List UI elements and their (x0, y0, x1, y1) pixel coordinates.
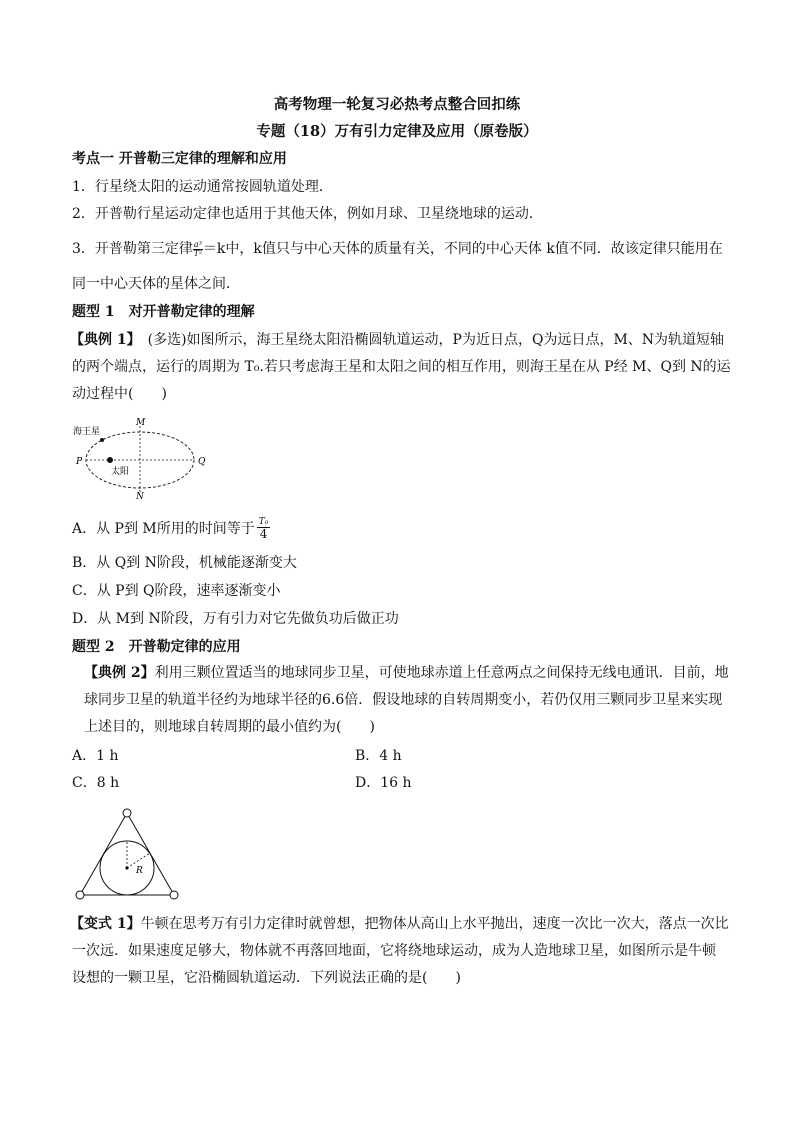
label-Q: Q (198, 457, 206, 467)
paragraph-2: 2．开普勒行星运动定律也适用于其他天体，例如月球、卫星绕地球的运动． (72, 206, 543, 222)
label-M: M (136, 418, 146, 428)
example-1-tag: 【典例 1】 (70, 332, 134, 348)
label-sun: 太阳 (111, 467, 130, 477)
satellite-left (76, 891, 84, 899)
option-d: D．从 M到 N阶段，万有引力对它先做负功后做正功 (72, 611, 399, 627)
planet-dot (100, 438, 104, 442)
section-heading-tixing1: 题型 1 对开普勒定律的理解 (72, 304, 255, 320)
example-2-text: 利用三颗位置适当的地球同步卫星，可使地球赤道上任意两点之间保持无线电通讯．目前，地 (154, 665, 729, 681)
example-2-option-d: D．16 h (355, 775, 412, 791)
paragraph-3-line-2: 同一中心天体的星体之间． (72, 276, 240, 292)
paragraph-3-prefix: 3．开普勒第三定律 (72, 241, 193, 257)
option-a-numerator: T₀ (258, 517, 269, 527)
paragraph-1: 1．行星绕太阳的运动通常按圆轨道处理． (72, 179, 333, 195)
example-1-line-2: 的两个端点，运行的周期为 T₀.若只考虑海王星和太阳之间的相互作用，则海王星在从 P经 M、Q到 N的运 (72, 359, 731, 375)
section-heading-tixing2: 题型 2 开普勒定律的应用 (72, 639, 241, 655)
variant-1-tag: 【变式 1】 (70, 916, 141, 932)
option-a-denominator: 4 (259, 527, 268, 541)
example-2-option-b: B．4 h (355, 748, 402, 764)
example-1-line-1 (70, 329, 725, 351)
option-b: B．从 Q到 N阶段，机械能逐渐变大 (72, 555, 297, 571)
example-2-tag: 【典例 2】 (84, 665, 155, 681)
example-2-line-2: 球同步卫星的轨道半径约为地球半径的6.6倍．假设地球的自转周期变小，若仍仅用三颗同步卫星来实现 (84, 692, 723, 708)
example-1-text: (多选)如图所示，海王星绕太阳沿椭圆轨道运动，P为近日点，Q为远日点，M、N为轨道短轴 (133, 332, 725, 348)
example-2-option-a: A．1 h (72, 748, 119, 764)
example-2-option-c: C．8 h (72, 775, 120, 791)
satellite-top (123, 809, 131, 817)
example-1-line-3: 动过程中( ) (72, 386, 167, 402)
label-neptune: 海王星 (73, 427, 101, 437)
variant-1-line-1 (70, 913, 729, 935)
option-a (72, 518, 722, 540)
example-2-line-3: 上述目的，则地球自转周期的最小值约为( ) (84, 719, 375, 735)
variant-1-text: 牛顿在思考万有引力定律时就曾想，把物体从高山上水平抛出，速度一次比一次大，落点一次比 (140, 916, 729, 932)
earth-center (125, 866, 128, 869)
example-2-line-1 (84, 662, 734, 684)
option-c: C．从 P到 Q阶段，速率逐渐变小 (72, 583, 281, 599)
sun-dot (107, 457, 113, 463)
section-heading-kaodian1: 考点一 开普勒三定律的理解和应用 (72, 151, 287, 167)
label-N: N (136, 492, 144, 502)
fraction-numerator: a³ (193, 239, 202, 249)
document-subtitle: 专题（18）万有引力定律及应用（原卷版） (256, 123, 538, 140)
paragraph-3 (72, 238, 722, 260)
label-P: P (76, 457, 83, 467)
paragraph-3-rest: k值只与中心天体的质量有关，不同的中心天体 k值不同．故该定律只能用在 (253, 241, 723, 257)
option-a-fraction (257, 518, 271, 540)
satellite-right (170, 891, 178, 899)
fraction-denominator: T² (193, 248, 203, 258)
variant-1-line-3: 设想的一颗卫星，它沿椭圆轨道运动．下列说法正确的是( ) (72, 970, 461, 986)
triangle-satellite-figure (70, 805, 190, 905)
variant-1-line-2: 一次远．如果速度足够大，物体就不再落回地面，它将绕地球运动，成为人造地球卫星，如图所示是牛顿 (72, 943, 716, 959)
paragraph-3-eq: ＝k中， (202, 241, 254, 257)
label-R: R (136, 866, 143, 876)
ellipse-orbit-figure (70, 412, 220, 502)
document-title: 高考物理一轮复习必热考点整合回扣练 (273, 96, 521, 113)
option-a-text: A．从 P到 M所用的时间等于 (72, 521, 255, 537)
kepler-fraction (193, 241, 203, 258)
